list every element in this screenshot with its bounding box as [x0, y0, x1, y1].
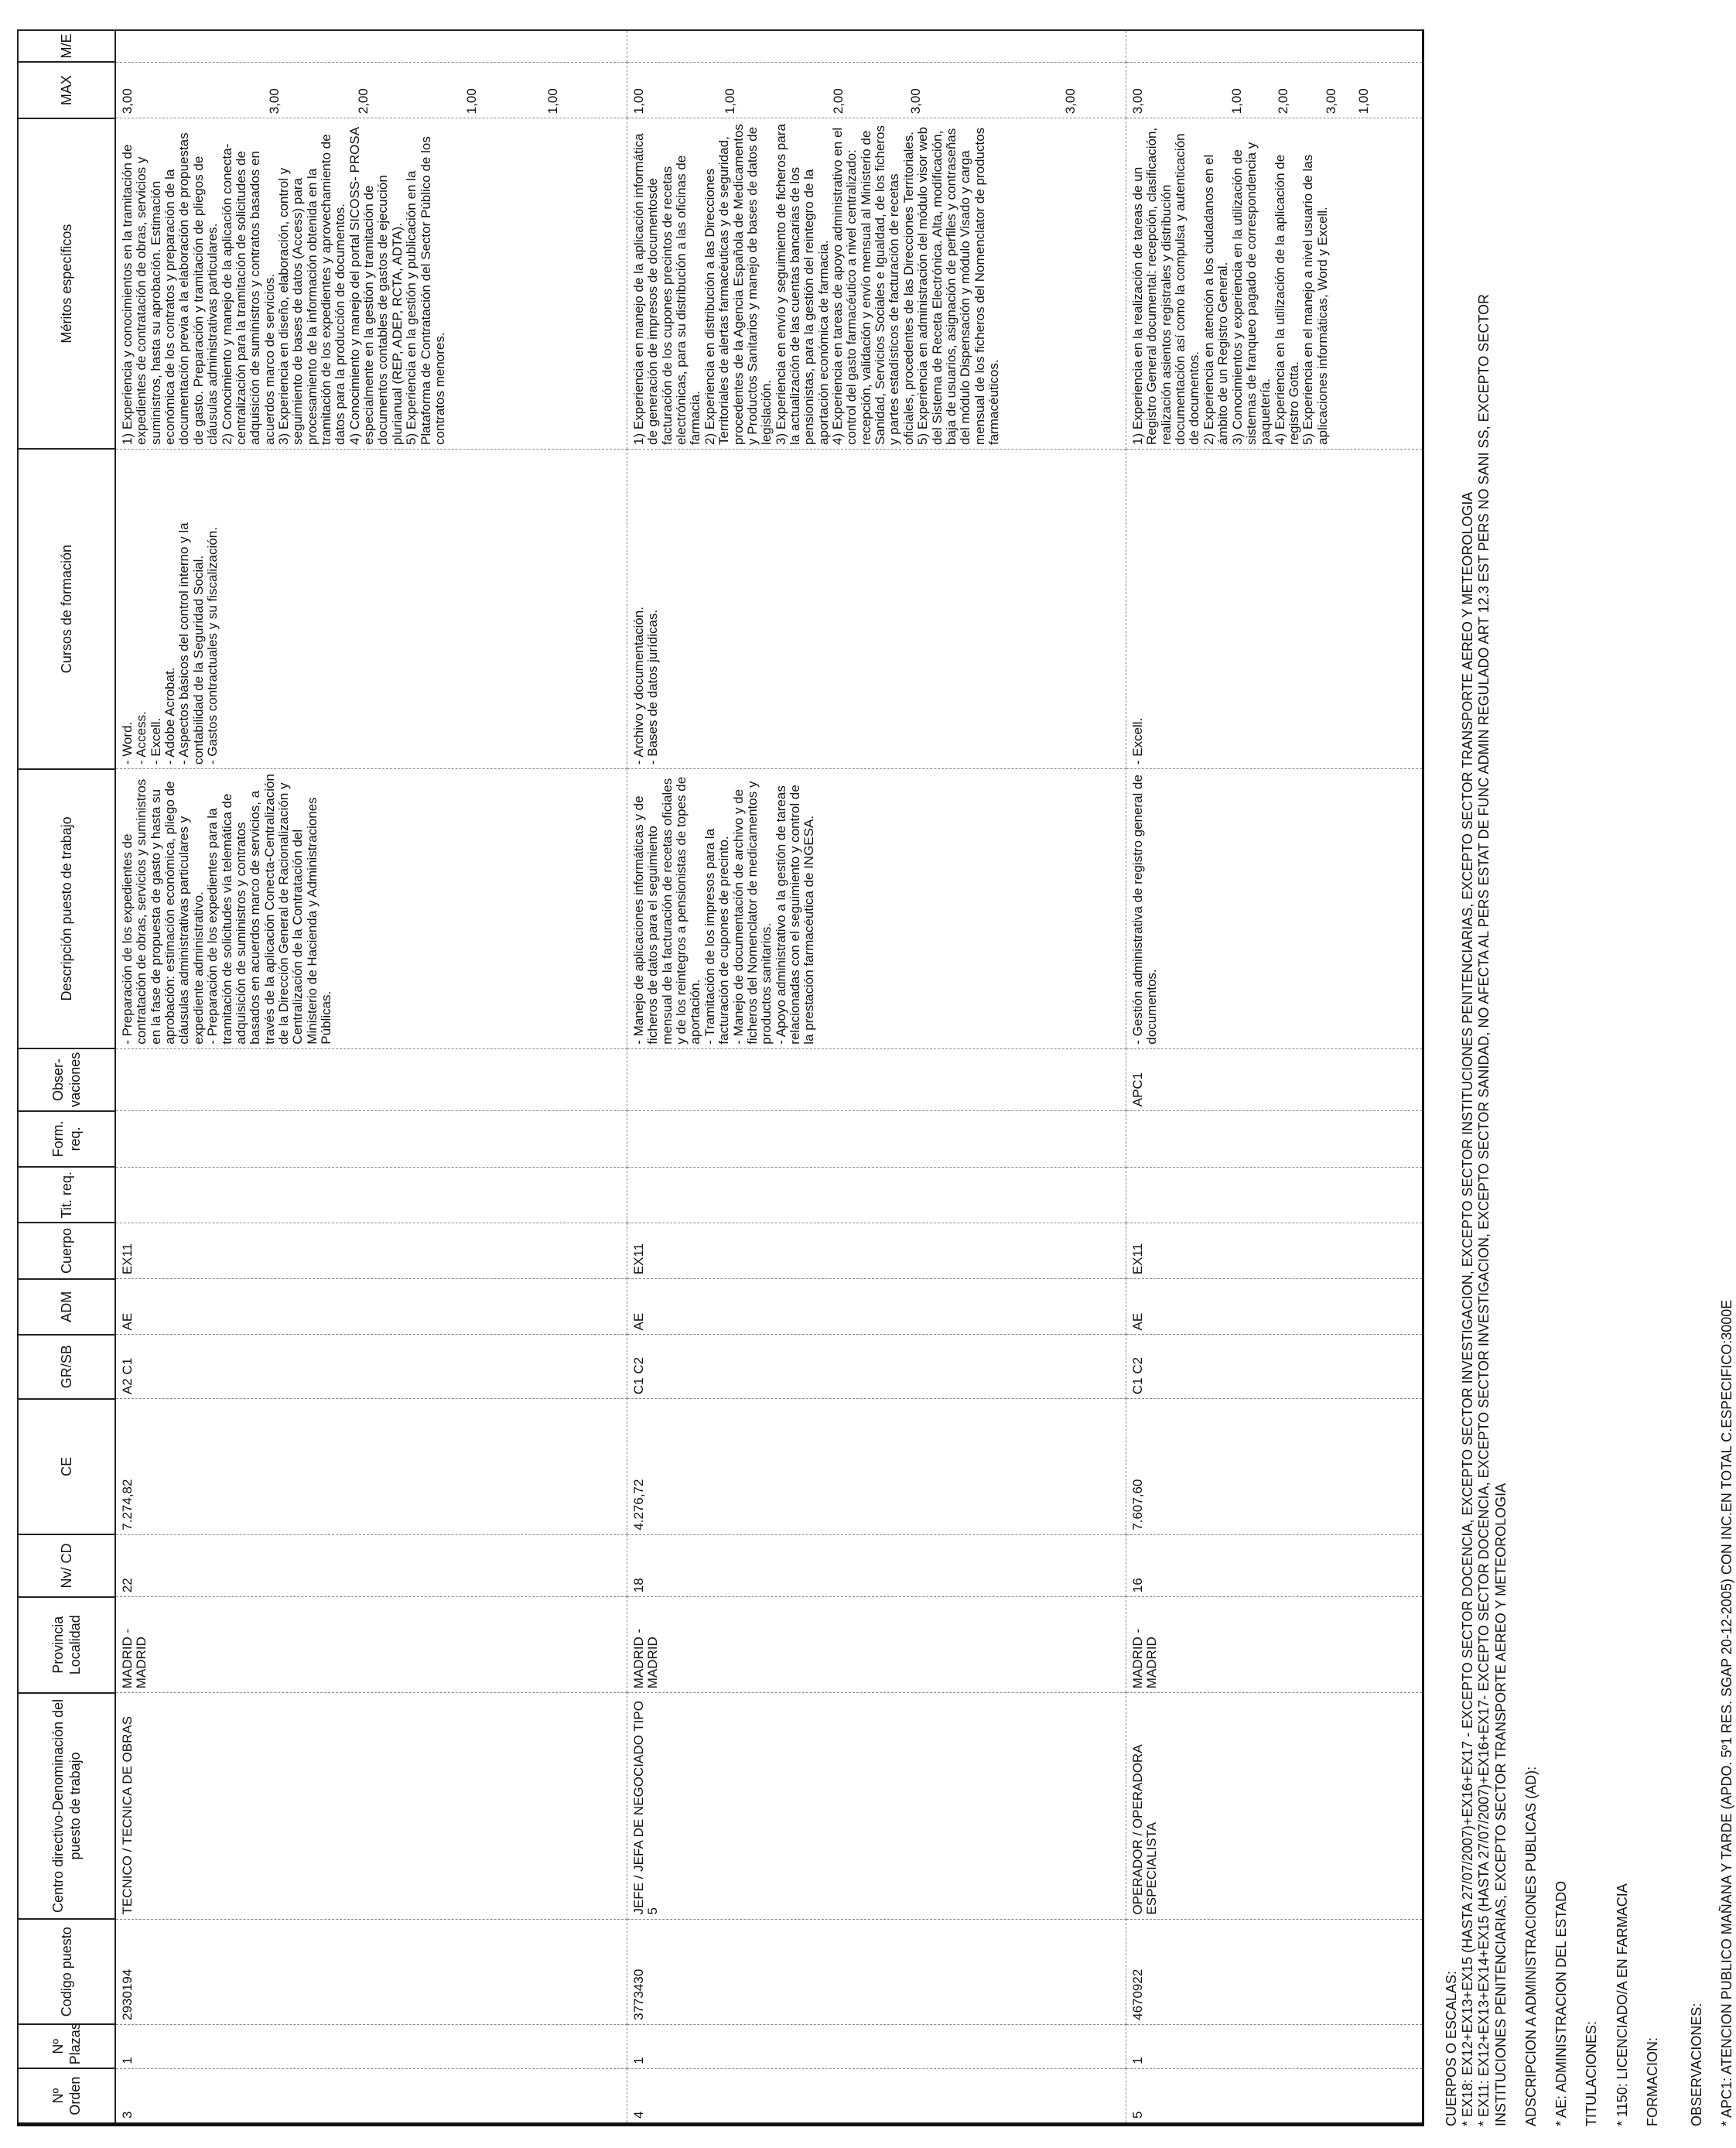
cell-adm: AE [1126, 1279, 1423, 1335]
curso-item: - Bases de datos jurídicas. [645, 609, 661, 765]
merito-item: 2) Experiencia en distribución a las Direcciones Territoriales de alertas farmacéuticas y de seguridad, procedentes de la Agencia Española de Medicamentos y Productos Sanitarios y manejo de bases de datos de legislación. [702, 124, 774, 445]
max-value: 3,00 [120, 88, 135, 115]
header-tit: Tit. req. [18, 1167, 115, 1223]
max-value: 1,00 [545, 88, 560, 115]
cell-ce: 7.607,60 [1126, 1399, 1423, 1535]
cell-nivel: 18 [627, 1534, 1126, 1597]
header-ce: CE [18, 1399, 115, 1535]
cell-nivel: 22 [115, 1534, 627, 1597]
max-value: 2,00 [831, 88, 846, 115]
header-plazas: Nº Plazas [18, 2024, 115, 2068]
header-obs: Obser-vaciones [18, 1048, 115, 1111]
cell-me [115, 30, 627, 63]
descripcion-item: - Manejo de aplicaciones informáticas y de ficheros de datos para el seguimiento mensual de la facturación de recetas oficiales y de los reintegros a pensionistas de topes de aportación. [631, 776, 703, 1045]
cell-tit [115, 1167, 627, 1223]
job-positions-table [17, 29, 1424, 2126]
merito-item: 1) Experiencia y conocimientos en la tramitación de expedientes de contratación de obras, servicios y suministros, hasta su aprobación. Estimación económica de los contratos y preparación de la documentación previa a la elaboración de propuestas de gasto. Preparación y tramitación de pliegos de cláusulas administrativas particulares. [120, 132, 220, 445]
cell-max [627, 63, 1126, 118]
max-value: 3,00 [908, 88, 923, 115]
cell-descripcion [627, 769, 1126, 1049]
cell-form [115, 1111, 627, 1167]
header-form: Form. req. [18, 1111, 115, 1167]
cell-me [627, 30, 1126, 63]
header-nivel: Nv/ CD [18, 1534, 115, 1597]
header-max: MAX [18, 63, 115, 118]
merito-item: 2) Conocimiento y manejo de la aplicación conecta- centralización para la tramitación de solicitudes de adquisición de suministros y contratos basados en acuerdos marco de servicios. [219, 143, 277, 445]
table-row [115, 30, 627, 2125]
legend-ex18: * EX18: EX12+EX13+EX15 (HASTA 27/07/2007)+EX16+EX17 - EXCEPTO SECTOR DOCENCIA, EXCEPTO SECTOR INVESTIGACION, EXCEPTO SECTOR INSTITUCIONES PENITENCIARIAS, EXCEPTO SECTOR TRANSPORTE AEREO Y METEOROLOGIA [1460, 491, 1476, 2126]
merito-item: 2) Experiencia en atención a los ciudadanos en el ámbito de un Registro General. [1201, 154, 1231, 445]
header-codigo: Codigo puesto [18, 1919, 115, 2024]
merito-item: 1) Experiencia en manejo de la aplicación informática de generación de impresos de documentosde facturación de los cupones precintos de recetas electrónicas, para su distribución a las oficinas de farmacia. [631, 133, 703, 445]
cell-cuerpo: EX11 [627, 1223, 1126, 1278]
cell-max [115, 63, 627, 118]
cell-nivel: 16 [1126, 1534, 1423, 1597]
header-cuerpo: Cuerpo [18, 1223, 115, 1278]
table-row [1126, 30, 1423, 2125]
legend-adscripcion-title: ADSCRIPCION A ADMINISTRACIONES PUBLICAS (AD): [1522, 1766, 1539, 2126]
cell-me [1126, 30, 1423, 63]
descripcion-item: - Gestión administrativa de registro general de documentos. [1130, 775, 1160, 1045]
curso-item: - Excell. [1130, 717, 1145, 765]
cell-obs: APC1 [1126, 1048, 1423, 1111]
cell-meritos [115, 118, 627, 450]
cell-plazas: 1 [1126, 2024, 1423, 2068]
curso-item: - Excell. [148, 717, 163, 765]
cell-provincia: MADRID - MADRID [115, 1597, 627, 1693]
merito-item: 1) Experiencia en la realización de tareas de un Registro General documental: recepción, clasificación, realización asientos registrales y distribución documentación así como la compulsa y autenticación de documentos. [1130, 127, 1202, 445]
merito-item: 3) Conocimientos y experiencia en la utilización de sistemas de franqueo pagado de correspondencia y paquetería. [1229, 142, 1273, 445]
curso-item: - Aspectos básicos del control interno y la contabilidad de la Seguridad Social. [176, 522, 206, 765]
cell-orden: 5 [1126, 2068, 1423, 2124]
header-adm: ADM [18, 1279, 115, 1335]
legend-titulaciones-title: TITULACIONES: [1584, 2020, 1600, 2126]
cell-denominacion: JEFE / JEFA DE NEGOCIADO TIPO 5 [627, 1693, 1126, 1919]
legend-cuerpos-title: CUERPOS O ESCALAS: [1444, 1970, 1459, 2126]
cell-codigo: 3773430 [627, 1919, 1126, 2024]
cell-adm: AE [115, 1279, 627, 1335]
merito-item: 3) Experiencia en envío y seguimiento de ficheros para la actualización de las cuentas bancarias de los pensionistas, para la gestión del reintegro de la aportación económica de farmacia. [773, 124, 831, 445]
curso-item: - Access. [134, 711, 149, 765]
cell-meritos [627, 118, 1126, 450]
max-value: 1,00 [1229, 88, 1244, 115]
header-centro: Centro directivo-Denominación del puesto de trabajo [18, 1693, 115, 1919]
max-value: 1,00 [723, 88, 737, 115]
legend-1150: * 1150: LICENCIADO/A EN FARMACIA [1614, 1883, 1630, 2126]
cell-obs [627, 1048, 1126, 1111]
merito-item: 4) Conocimiento y manejo del portal SICOSS- PROSA especialmente en la gestión y tramitación de documentos contables de gastos de ejecución plurianual (REP, ADEP, RCTA, ADTA). [347, 127, 405, 445]
cell-codigo: 4670922 [1126, 1919, 1423, 2024]
descripcion-item: - Preparación de los expedientes para la tramitación de solicitudes vía telemática de adquisición de suministros y contratos basados en acuerdos marco de servicios, a través de la aplicación Conecta-Centralización de la Dirección General de Racionalización y Centralización de la Contratación del Ministerio de Hacienda y Administraciones Públicas. [205, 774, 334, 1045]
curso-item: - Archivo y documentación. [631, 607, 646, 765]
descripcion-item: - Manejo de documentación de archivo y de ficheros del Nomenclator de medicamentos y productos sanitarios. [730, 781, 774, 1045]
legend-ex11-cont: INSTITUCIONES PENITENCIARIAS, EXCEPTO SECTOR TRANSPORTE AEREO Y METEOROLOGIA [1492, 1483, 1509, 2126]
merito-item: 5) Experiencia en administración del módulo visor web del Sistema de Receta Electrónica. Alta, modificación, baja de usuarios, asignación de perfiles y contraseñas del módulo Dispensación y módulo Visado y carga mensual de los ficheros del Nomenclator de productos farmacéuticos. [915, 126, 1001, 445]
cell-denominacion: OPERADOR / OPERADORA ESPECIALISTA [1126, 1693, 1423, 1919]
table-row [627, 30, 1126, 2125]
max-value: 1,00 [464, 88, 479, 115]
header-grsb: GR/SB [18, 1335, 115, 1399]
cell-orden: 4 [627, 2068, 1126, 2124]
descripcion-item: - Apoyo administrativo a la gestión de tareas relacionadas con el seguimiento y control de la prestación farmacéutica de INGESA. [773, 785, 817, 1045]
cell-grsb: C1 C2 [627, 1335, 1126, 1399]
cell-plazas: 1 [627, 2024, 1126, 2068]
cell-grsb: A2 C1 [115, 1335, 627, 1399]
merito-item: 4) Experiencia en la utilización de la aplicación de registro Gotta. [1272, 154, 1301, 445]
max-value: 2,00 [1276, 88, 1290, 115]
max-value: 3,00 [1324, 88, 1338, 115]
cell-tit [1126, 1167, 1423, 1223]
cell-provincia: MADRID - MADRID [1126, 1597, 1423, 1693]
cell-cursos [627, 449, 1126, 768]
curso-item: - Gastos contractuales y su fiscalización. [205, 527, 220, 765]
descripcion-item: - Preparación de los expedientes de contratación de obras, servicios y suministros en la fase de propuesta de gasto y hasta su aprobación: estimación económica, pliego de cláusulas administrativas particulares y expediente administrativo. [120, 778, 206, 1045]
cell-ce: 7.274,82 [115, 1399, 627, 1535]
header-orden: Nº Orden [18, 2068, 115, 2124]
legend-observaciones-title: OBSERVACIONES: [1689, 2003, 1705, 2126]
merito-item: 3) Experiencia en diseño, elaboración, control y seguimiento de bases de datos (Access) para procesamiento de la información obtenida en la tramitación de los expedientes y aprovechamiento de datos para la producción de documentos. [275, 134, 348, 445]
cell-grsb: C1 C2 [1126, 1335, 1423, 1399]
cell-adm: AE [627, 1279, 1126, 1335]
cell-cursos [115, 449, 627, 768]
header-meritos: Méritos específicos [18, 118, 115, 450]
curso-item: - Word. [120, 721, 135, 765]
max-value: 1,00 [1356, 88, 1371, 115]
max-value: 1,00 [631, 88, 646, 115]
cell-plazas: 1 [115, 2024, 627, 2068]
header-provincia: Provincia Localidad [18, 1597, 115, 1693]
cell-orden: 3 [115, 2068, 627, 2124]
max-value: 3,00 [1063, 88, 1078, 115]
legend-formacion-title: FORMACION: [1644, 2037, 1660, 2126]
merito-item: 5) Experiencia en el manejo a nivel usuario de las aplicaciones informáticas, Word y Excell. [1300, 154, 1330, 445]
cell-ce: 4.276,72 [627, 1399, 1126, 1535]
cell-cuerpo: EX11 [115, 1223, 627, 1278]
merito-item: 5) Experiencia en la gestión y publicación en la Plataforma de Contratación del Sector Público de los contratos menores. [404, 136, 447, 445]
descripcion-item: - Tramitación de los impresos para la facturación de cupones de precinto. [702, 828, 732, 1045]
max-value: 3,00 [1130, 88, 1145, 115]
max-value: 2,00 [356, 88, 371, 115]
cell-cursos [1126, 449, 1423, 768]
cell-cuerpo: EX11 [1126, 1223, 1423, 1278]
header-me: M/E [18, 30, 115, 63]
cell-descripcion [1126, 769, 1423, 1049]
cell-form [1126, 1111, 1423, 1167]
legend-apc1: * APC1: ATENCION PUBLICO MAÑANA Y TARDE (APDO. 5º1 RES. SGAP 20-12-2005) CON INC.EN TOTAL C.ESPECIFICO:3000E [1719, 1299, 1735, 2126]
cell-denominacion: TECNICO / TECNICA DE OBRAS [115, 1693, 627, 1919]
cell-codigo: 2930194 [115, 1919, 627, 2024]
curso-item: - Adobe Acrobat. [162, 667, 178, 765]
legend-ae: * AE: ADMINISTRACION DEL ESTADO [1553, 1880, 1570, 2126]
cell-form [627, 1111, 1126, 1167]
cell-tit [627, 1167, 1126, 1223]
header-cursos: Cursos de formación [18, 449, 115, 768]
legend [1444, 22, 1736, 2126]
cell-descripcion [115, 769, 627, 1049]
cell-obs [115, 1048, 627, 1111]
header-row [18, 30, 115, 2125]
cell-meritos [1126, 118, 1423, 450]
legend-ex11: * EX11: EX12+EX13+EX14+EX15 (HASTA 27/07/2007)+EX16+EX17- EXCEPTO SECTOR DOCENCIA, EXCEPTO SECTOR INVESTIGACION, EXCEPTO SECTOR SANIDAD, NO AFECTA AL PERS ESTAT DE FUNC ADMIN REGULADO ART 12.3 EST PERS NO SANI SS, EXCEPTO SECTOR [1476, 294, 1492, 2126]
cell-provincia: MADRID - MADRID [627, 1597, 1126, 1693]
merito-item: 4) Experiencia en tareas de apoyo administrativo en el control del gasto farmacéutico a nivel centralizado: recepción, validación y envío mensual al Ministerio de Sanidad, Servicios Sociales e Igualdad, de los ficheros y partes estadísticos de facturación de recetas oficiales, procedentes de las Direcciones Territoriales. [830, 125, 916, 445]
cell-max [1126, 63, 1423, 118]
header-descripcion: Descripción puesto de trabajo [18, 769, 115, 1049]
max-value: 3,00 [267, 88, 282, 115]
